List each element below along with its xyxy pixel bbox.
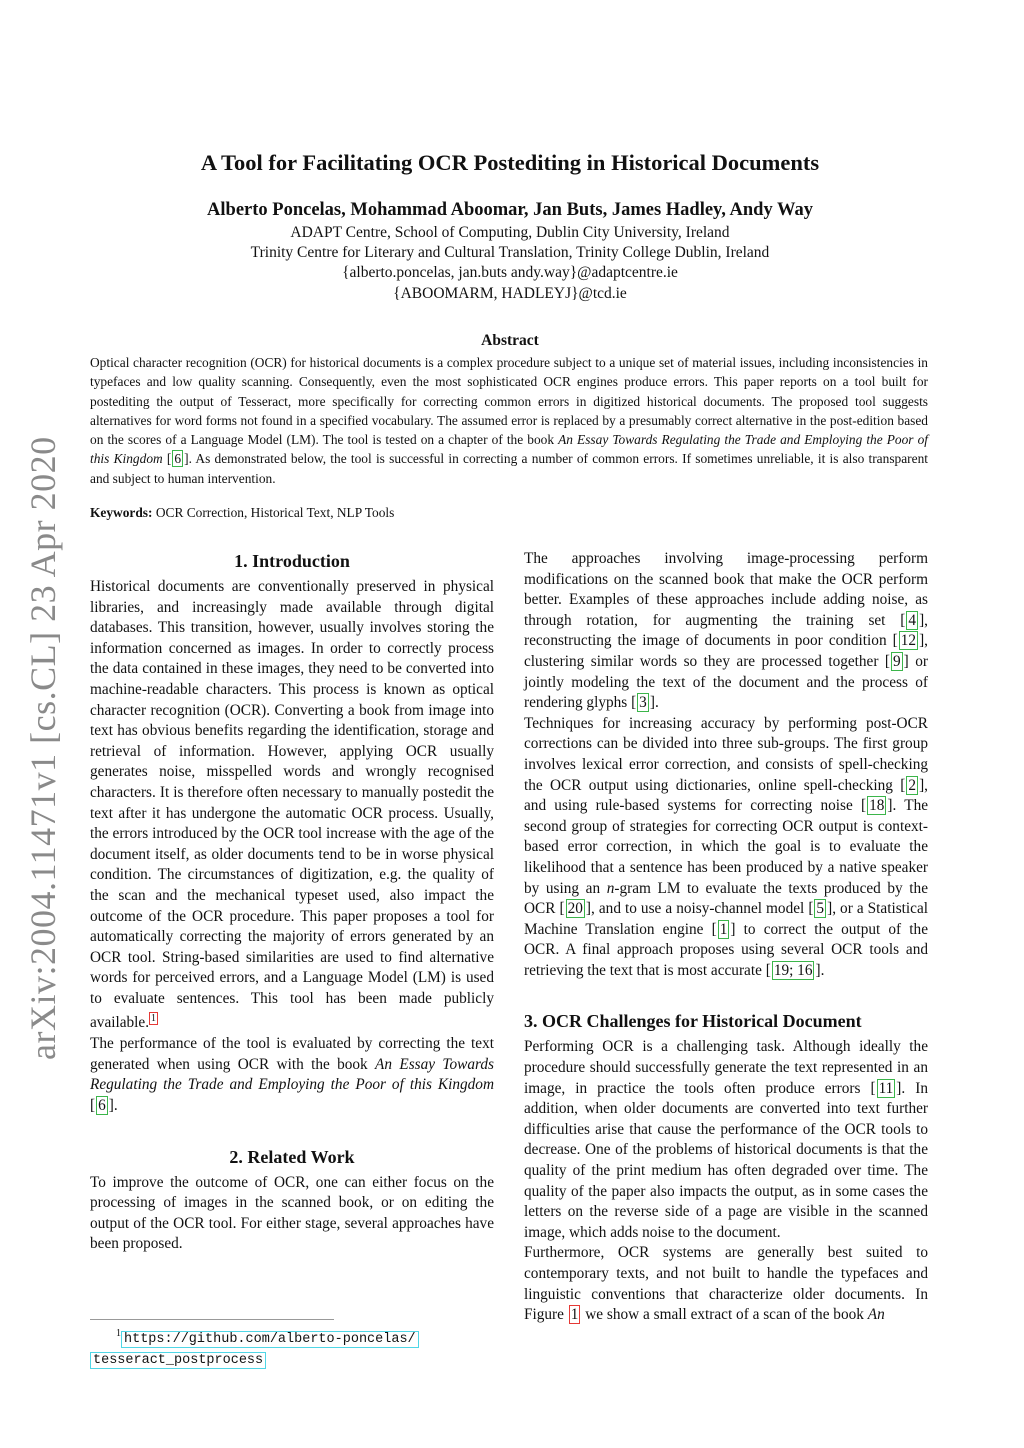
footnote-url-line-2[interactable]: tesseract_postprocess	[90, 1352, 266, 1369]
related-paragraph-2: The approaches involving image-processing perform modifications on the scanned book that make the OCR perform better. Examples of these approaches include adding noise, as through rotation, for augmenting the training set [ 4 ], reconstructing the image of documents in poor condition [ 12 ], clustering similar words so they are processed together [ 9 ] or jointly modeling the text of the document and the process of rendering glyphs [ 3 ].	[524, 550, 928, 712]
citation-link[interactable]: 20	[567, 900, 583, 918]
related-p2-d: or jointly modeling the text of the document and the process of rendering glyphs	[524, 652, 928, 712]
figure-link[interactable]: 1	[570, 1306, 579, 1324]
keywords-label: Keywords:	[90, 505, 153, 520]
challenges-p1-b: . In addition, when older documents are converted into text further difficulties arise that cause the performance of the OCR tools to decrease. One of the problems of historical documents is that the quality of the print medium has often degraded over time. The quality of the paper also impacts the output, as in some cases the letters on the reverse side of a page are visible in the scanned image, which adds noise to the document.	[524, 1079, 928, 1241]
intro-p2-text: The performance of the tool is evaluated by correcting the text generated when using OCR with the book	[90, 1035, 494, 1073]
affiliation-adapt: ADAPT Centre, School of Computing, Dublin City University, Ireland	[290, 224, 730, 241]
arxiv-identifier: arXiv:2004.11471v1 [cs.CL] 23 Apr 2020	[23, 436, 63, 1060]
related-paragraph-3: Techniques for increasing accuracy by performing post-OCR corrections can be divided into three sub-groups. The first group involves lexical error correction, and consists of spell-checking the OCR output using dictionaries, online spell-checking [ 2 ], and using rule-based systems for correcting noise [ 18 ]. The second group of strategies for correcting OCR output is context-based error correction, in which the goal is to evaluate the likelihood that a sentence has been produced by a native speaker by using an n-gram LM to evaluate the texts produced by the OCR [ 20 ], and to use a noisy-channel model [ 5 ], or a Statistical Machine Translation engine [ 1 ] to correct the output of the OCR. A final approach proposes using several OCR tools and retrieving the text that is most accurate [ 19; 16 ].	[524, 714, 929, 979]
abstract-heading: Abstract	[481, 332, 539, 349]
related-p3-b: , and using rule-based systems for correcting noise	[524, 776, 928, 815]
challenges-p2-b: we show a small extract of a scan of the book	[581, 1306, 868, 1324]
citation-link[interactable]: 3	[639, 694, 647, 712]
intro-paragraph-1	[90, 577, 494, 1034]
related-p2-b: , reconstructing the image of documents in poor condition	[524, 611, 928, 650]
abstract-part-2: . As demonstrated below, the tool is successful in correcting a number of common errors. If sometimes unreliable, it is also transparent and subject to human intervention.	[90, 451, 928, 486]
intro-paragraph-2: The performance of the tool is evaluated by correcting the text generated when using OCR with the book An Essay Towards Regulating the Trade and Employing the Poor of this Kingdom [ 6 ].	[90, 1035, 494, 1114]
citation-link[interactable]: 18	[869, 797, 885, 815]
intro-book-title: An Essay Towards Regulating the Trade and Employing the Poor of this Kingdom	[90, 1055, 494, 1094]
section-heading-introduction: 1. Introduction	[234, 551, 350, 571]
related-p3-e: , and to use a noisy-channel model	[591, 900, 809, 918]
author-list: Alberto Poncelas, Mohammad Aboomar, Jan Buts, James Hadley, Andy Way	[207, 200, 813, 220]
related-p3-c: . The second group of strategies for correcting OCR output is context-based error correction, in which the goal is to evaluate the likelihood that a sentence has been produced by a native speaker by using an	[524, 797, 929, 897]
keywords-text: OCR Correction, Historical Text, NLP Tools	[155, 505, 395, 520]
keywords	[90, 505, 928, 521]
abstract-text: Optical character recognition (OCR) for historical documents is a complex procedure subject to a unique set of material issues, including inconsistencies in typefaces and low quality scanning. Consequently, even the most sophisticated OCR engines produce errors. This paper reports on a tool built for postediting the output of Tesseract, more specifically for correcting common errors in digitized historical documents. The proposed tool suggests alternatives for word forms not found in a specified vocabulary. The assumed error is replaced by a presumably correct alternative in the post-edition based on the scores of a Language Model (LM). The tool is tested on a chapter of the book An Essay Towards Regulating the Trade and Employing the Poor of this Kingdom [ 6 ]. As demonstrated below, the tool is successful in correcting a number of common errors. If sometimes unreliable, it is also transparent and subject to human intervention.	[90, 355, 928, 486]
citation-link[interactable]: 9	[893, 652, 901, 670]
footnote-number: 1	[116, 1328, 121, 1339]
citation-link[interactable]: 2	[908, 776, 917, 794]
challenges-paragraph-1: Performing OCR is a challenging task. Although ideally the procedure should successfully generate the text represented in an image, in practice the tools often produce errors [ 11 ]. In addition, when older documents are converted into text further difficulties arise that cause the performance of the OCR tools to decrease. One of the problems of historical documents is that the quality of the print medium has often degraded over time. The quality of the paper also impacts the output, as in some cases the letters on the reverse side of a page are visible in the scanned image, which adds noise to the document.	[524, 1038, 928, 1241]
section-heading-ocr-challenges: 3. OCR Challenges for Historical Document	[524, 1011, 862, 1032]
citation-link[interactable]: 12	[900, 632, 917, 650]
citation-link[interactable]: 5	[816, 900, 825, 918]
ngram-n: n	[606, 879, 615, 897]
challenges-p1-a: Performing OCR is a challenging task. Although ideally the procedure should successfully generate the text represented in an image, in practice the tools often produce errors	[524, 1038, 928, 1097]
citation-link[interactable]: 19; 16	[773, 961, 813, 979]
footnote-rule	[90, 1319, 334, 1320]
citation-link[interactable]: 6	[174, 451, 182, 467]
related-p3-a: Techniques for increasing accuracy by performing post-OCR corrections can be divided into three sub-groups. The first group involves lexical error correction, and consists of spell-checking the OCR output using dictionaries, online spell-checking	[524, 714, 928, 794]
related-p3-g: to correct the output of the OCR. A final approach proposes using several OCR tools and retrieving the text that is most accurate	[524, 920, 928, 979]
related-p3-f: , or a Statistical Machine Translation engine	[524, 900, 928, 938]
paper-title: A Tool for Facilitating OCR Postediting in Historical Documents	[200, 150, 820, 175]
footnote	[90, 1324, 500, 1371]
intro-p2-end: .	[113, 1096, 118, 1114]
related-paragraph-1: To improve the outcome of OCR, one can either focus on the processing of images in the scanned book, or on editing the output of the OCR tool. For either stage, several approaches have been proposed.	[90, 1173, 494, 1253]
related-p3-d: -gram LM to evaluate the texts produced by the OCR	[524, 879, 928, 918]
footnote-url-line-1[interactable]: https://github.com/alberto-poncelas/	[121, 1331, 419, 1348]
citation-link[interactable]: 6	[98, 1096, 106, 1114]
right-column	[524, 549, 928, 1326]
intro-p1-text: Historical documents are conventionally preserved in physical libraries, and increasingly made available through digital databases. This transition, however, usually involves storing the information concerned as images. In order to correctly process the data contained in these images, they need to be converted into machine-readable characters. This process is known as optical character recognition (OCR). Converting a book from image into text has obvious benefits regarding the identification, storage and retrieval of information. However, applying OCR usually generates noise, misspelled words and wrongly recognised characters. It is therefore often necessary to manually postedit the text after it has undergone the automatic OCR process. Usually, the errors introduced by the OCR tool increase with the age of the document itself, as older documents tend to be in worse physical condition. The circumstances of digitization, e.g. the quality of the scan and the mechanical typeset used, also impact the outcome of the OCR procedure. This paper proposes a tool for automatically correcting the majority of errors generated by an OCR tool. String-based similarities are used to find alternative words for perceived errors, and a Language Model (LM) is used to evaluate sentences. This tool has been made publicly available.	[90, 578, 494, 1032]
related-p2-c: , clustering similar words so they are processed together	[524, 632, 928, 670]
related-p2-e: .	[654, 694, 659, 712]
related-p2-a: The approaches involving image-processing perform modifications on the scanned book that make the OCR perform better. Examples of these approaches include adding noise, as through rotation, for augmenting the training set	[524, 550, 928, 629]
left-column	[90, 545, 494, 1255]
challenges-paragraph-2	[524, 1243, 928, 1325]
citation-link[interactable]: 1	[719, 920, 728, 938]
challenges-p2-c: An	[867, 1306, 885, 1324]
email-adaptcentre: {alberto.poncelas, jan.buts andy.way}@adaptcentre.ie	[342, 264, 678, 281]
footnote-link[interactable]: 1	[151, 1013, 157, 1025]
abstract-book-title: An Essay Towards Regulating the Trade and Employing the Poor of this Kingdom	[90, 432, 928, 467]
section-heading-related-work: 2. Related Work	[229, 1146, 355, 1167]
abstract-part-1: Optical character recognition (OCR) for historical documents is a complex procedure subject to a unique set of material issues, including inconsistencies in typefaces and low quality scanning. Consequently, even the most sophisticated OCR engines produce errors. This paper reports on a tool built for postediting the output of Tesseract, more specifically for correcting common errors in digitized historical documents. The proposed tool suggests alternatives for word forms not found in a specified vocabulary. The assumed error is replaced by a presumably correct alternative in the post-edition based on the scores of a Language Model (LM). The tool is tested on a chapter of the book	[90, 355, 928, 448]
citation-link[interactable]: 11	[878, 1079, 894, 1097]
email-tcd: {ABOOMARM, HADLEYJ}@tcd.ie	[393, 285, 627, 302]
challenges-p2-a: Furthermore, OCR systems are generally best suited to contemporary texts, and not built to handle the typefaces and linguistic conventions that characterize older documents. In Figure	[524, 1244, 928, 1324]
related-p3-h: .	[820, 961, 825, 979]
affiliation-trinity: Trinity Centre for Literary and Cultural Translation, Trinity College Dublin, Ireland	[250, 244, 770, 261]
citation-link[interactable]: 4	[908, 611, 917, 629]
